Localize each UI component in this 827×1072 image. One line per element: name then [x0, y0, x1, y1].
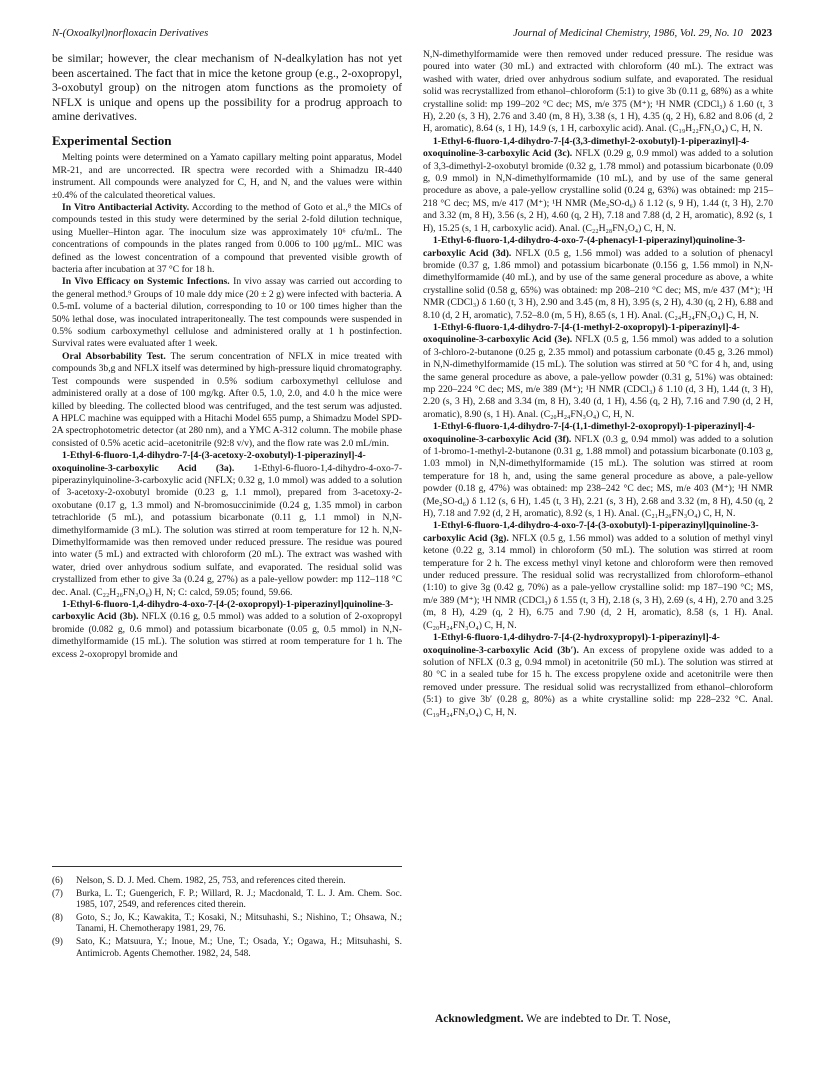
compound-3f-heading: 1-Ethyl-6-fluoro-1,4-dihydro-7-[4-(1,1-dimethyl-2-oxopropyl)-1-piperazinyl]-4-oxoquinoline-3-carboxylic Acid (3f).	[423, 421, 755, 445]
compound-3e-paragraph	[423, 322, 773, 421]
compound-3a-text: 1-Ethyl-6-fluoro-1,4-dihydro-4-oxo-7-piperazinylquinoline-3-carboxylic acid (NFLX; 0.32 g, 1.0 mmol) was added to a solution of 3-acetoxy-2-oxobutyl bromide (0.23 g, 1.1 mmol), prepared from 3-acetoxy-2-oxobutane (0.17 g, 1.3 mmol) and N-bromosuccinimide (0.24 g, 1.35 mmol) in carbon tetrachloride (5 mL), and potassium bicarbonate (0.11 g, 1.1 mmol) in N,N-dimethylformamide (3 mL). The solution was stirred at room temperature for 12 h. N,N-Dimethylformamide was then removed under reduced pressure. The residue was poured into water (5 mL) and extracted with chloroform (20 mL). The extract was washed with water, dried over anhydrous sodium sulfate, and evaporated. The residual solid was crystallized from ether to give 3a (0.24 g, 27%) as a pale-yellow powder: mp 112–118 °C dec. Anal. (C₂₂H₂₆FN₃O₆) H, N; C: calcd, 59.05; found, 59.66.	[52, 462, 403, 598]
compound-3a-paragraph	[52, 450, 402, 599]
acknowledgment-heading: Acknowledgment.	[435, 1013, 524, 1025]
compound-3e-heading: 1-Ethyl-6-fluoro-1,4-dihydro-7-[4-(1-methyl-2-oxopropyl)-1-piperazinyl]-4-oxoquinoline-3-carboxylic Acid (3e).	[423, 321, 740, 346]
compound-3f-paragraph	[423, 421, 773, 520]
invitro-heading: In Vitro Antibacterial Activity.	[62, 202, 190, 213]
reference-item	[52, 876, 402, 888]
running-header	[52, 28, 772, 42]
compound-3g-heading: 1-Ethyl-6-fluoro-1,4-dihydro-4-oxo-7-[4-(3-oxobutyl)-1-piperazinyl]quinoline-3-carboxylic Acid (3g).	[423, 520, 759, 544]
page-number: 2023	[750, 28, 772, 39]
reference-number: (6)	[52, 876, 63, 886]
reference-text: Nelson, S. D. J. Med. Chem. 1982, 25, 753, and references cited therein.	[76, 876, 346, 886]
compound-3f-text: NFLX (0.3 g, 0.94 mmol) was added to a solution of 1-bromo-1-methyl-2-butanone (0.31 g, 1.88 mmol) and potassium bicarbonate (0.103 g, 1.03 mmol) in N,N-dimethylformamide (15 mL). The solution was stirred at room temperature for 18 h, and, using the same general procedure as above, a pale-yellow powder (0.18 g, 47%) was obtained: mp 238–242 °C dec; MS, m/e 403 (M⁺); ¹H NMR (Me₂SO-d₆) δ 1.12 (s, 6 H), 1.45 (t, 3 H), 2.21 (s, 3 H), 2.68 and 3.32 (m, 8 H), 4.50 (q, 2 H), 7.18 and 7.92 (d, 2 H, aromatic), 8.92 (s, 1 H). Anal. (C₂₁H₂₆FN₃O₄) C, H, N.	[423, 433, 773, 520]
compound-3d-paragraph	[423, 235, 773, 322]
compound-3c-heading: 1-Ethyl-6-fluoro-1,4-dihydro-7-[4-(3,3-dimethyl-2-oxobutyl)-1-piperazinyl]-4-oxoquinoline-3-carboxylic Acid (3c).	[423, 135, 750, 160]
compound-3b-prime-paragraph	[423, 632, 773, 719]
reference-item	[52, 937, 402, 960]
compound-3a-heading: 1-Ethyl-6-fluoro-1,4-dihydro-7-[4-(3-acetoxy-2-oxobutyl)-1-piperazinyl]-4-oxoquinoline-3-carboxylic Acid (3a).	[52, 450, 366, 474]
journal-citation	[513, 28, 772, 39]
acknowledgment	[423, 1012, 773, 1026]
reference-number: (9)	[52, 936, 63, 947]
journal-name: Journal of Medicinal Chemistry, 1986, Vol. 29, No. 10	[512, 28, 743, 39]
reference-number: (7)	[52, 888, 63, 899]
section-heading: Experimental Section	[52, 132, 172, 148]
compound-3c-text: NFLX (0.29 g, 0.9 mmol) was added to a solution of 3,3-dimethyl-2-oxobutyl bromide (0.32 g, 1.78 mmol) and potassium bicarbonate (0.09 g, 0.9 mmol) in N,N-dimethylformamide (10 mL), and by use of the same general procedure as above, a pale-yellow crystalline solid (0.24 g, 63%) was obtained: mp 215–218 °C dec; MS, m/e 417 (M⁺); ¹H NMR (Me₂SO-d₆) δ 1.12 (s, 9 H), 1.44 (t, 3 H), 2.70 and 3.32 (m, 8 H), 3.56 (s, 2 H), 4.60 (q, 2 H), 7.18 and 7.88 (d, 2 H, aromatic), 8.92 (s, 1 H), 15.25 (s, 1 H, carboxylic acid). Anal. (C₂₂H₂₈FN₃O₄) C, H, N.	[423, 148, 773, 234]
reference-item	[52, 913, 402, 936]
general-methods-paragraph: Melting points were determined on a Yamato capillary melting point apparatus, Model MR-21, and are uncorrected. IR spectra were recorded with a Shimadzu IR-440 instrument. All compounds were analyzed for C, H, and N, and the values were within ±0.4% of the calculated theoretical values.	[52, 152, 402, 201]
reference-text: Goto, S.; Jo, K.; Kawakita, T.; Kosaki, N.; Mitsuhashi, S.; Nishino, T.; Ohsawa, N.; Tanami, H. Chemotherapy 1981, 29, 76.	[76, 912, 402, 935]
oral-heading: Oral Absorbability Test.	[62, 350, 166, 362]
compound-3b-continued: N,N-dimethylformamide were then removed under reduced pressure. The residue was poured into water (30 mL) and extracted with chloroform (40 mL). The extract was washed with water, dried over anhydrous sodium sulfate, and evaporated. The residual solid was recrystallized from ethanol–chloroform (5:1) to give 3b (0.11 g, 68%) as a white crystalline solid: mp 199–202 °C dec; MS, m/e 375 (M⁺); ¹H NMR (CDCl₃) δ 1.60 (t, 3 H), 2.20 (s, 3 H), 2.76 and 3.40 (m, 8 H), 3.38 (s, 1 H), 4.35 (q, 2 H), 6.82 and 8.06 (d, 2 H, aromatic), 8.64 (s, 1 H), 14.9 (s, 1 H, carboxylic acid). Anal. (C₁₉H₂₂FN₃O₄) C, H, N.	[423, 49, 773, 135]
right-column	[423, 49, 773, 719]
running-title: N-(Oxoalkyl)norfloxacin Derivatives	[52, 28, 209, 39]
compound-3c-paragraph	[423, 136, 773, 235]
invivo-paragraph	[52, 276, 402, 350]
invitro-text: According to the method of Goto et al.,⁸ the MICs of compounds tested in this study were determined by the serial 2-fold dilution technique, using Mueller–Hinton agar. The inoculum size was approximately 10⁶ cfu/mL. The concentrations of compounds in the plates ranged from 0.006 to 100 μg/mL. MIC was defined as the lowest concentration of a compound that prevented visible growth of bacteria after incubation at 37 °C for 18 h.	[52, 202, 402, 276]
compound-3b-prime-heading: 1-Ethyl-6-fluoro-1,4-dihydro-7-[4-(2-hydroxypropyl)-1-piperazinyl]-4-oxoquinoline-3-carboxylic Acid (3b′).	[423, 632, 720, 656]
compound-3b-text: NFLX (0.16 g, 0.5 mmol) was added to a solution of 2-oxopropyl bromide (0.082 g, 0.6 mmol) and potassium bicarbonate (0.05 g, 0.5 mmol) in N,N-dimethylformamide (15 mL). The solution was stirred at room temperature for 1 h. The excess 2-oxopropyl bromide and	[52, 611, 402, 660]
compound-3g-paragraph	[423, 520, 773, 632]
reference-text: Burka, L. T.; Guengerich, F. P.; Willard, R. J.; Macdonald, T. L. J. Am. Chem. Soc. 1985, 107, 2549, and references cited therein.	[76, 888, 402, 911]
compound-3d-heading: 1-Ethyl-6-fluoro-1,4-dihydro-4-oxo-7-(4-phenacyl-1-piperazinyl)quinoline-3-carboxylic Acid (3d).	[423, 235, 746, 259]
intro-paragraph: be similar; however, the clear mechanism of N-dealkylation has not yet been ascertained. The fact that in mice the ketone group (e.g., 2-oxopropyl, 3-oxobutyl group) on the nitrogen atom functions as the promoiety of NFLX is unique and opens up the possibility for a prodrug approach to amine derivatives.	[52, 52, 402, 124]
invivo-text: In vivo assay was carried out according to the general method.⁹ Groups of 10 male ddy mice (20 ± 2 g) were infected with bacteria. A 0.5-mL volume of a bacterial dilution, corresponding to 10 or 100 times higher than the 50% lethal dose, was inoculated intraperitoneally. The test compounds were suspended in 0.5% sodium carboxymethyl cellulose and administered orally at 1 h postinfection. Survival rates were evaluated after 1 week.	[52, 276, 403, 350]
compound-3d-text: NFLX (0.5 g, 1.56 mmol) was added to a solution of phenacyl bromide (0.37 g, 1.86 mmol) and potassium bicarbonate (0.156 g, 1.56 mmol) in N,N-dimethylformamide (40 mL), and by use of the same general procedure as above, a white crystalline solid (0.58 g, 65%) was obtained: mp 208–210 °C dec; MS, m/e 437 (M⁺); ¹H NMR (CDCl₃) δ 1.60 (t, 3 H), 2.90 and 3.45 (m, 8 H), 3.95 (s, 2 H), 4.30 (q, 2 H), 6.88 and 8.10 (d, 2 H, aromatic), 7.52–8.0 (m, 5 H), 8.65 (s, 1 H). Anal. (C₂₄H₂₄FN₃O₄) C, H, N.	[423, 247, 774, 321]
oral-text: The serum concentration of NFLX in mice treated with compounds 3b,g and NFLX itself was determined by high-pressure liquid chromatography. Test compounds were suspended in 0.5% sodium carboxymethyl cellulose and administered orally at a dose of 100 mg/kg. After 0.5, 1.0, 2.0, and 4.0 h the mice were killed by bleeding. The collected blood was centrifuged, and the test serum was adjusted. A HPLC machine was equipped with a Hitachi Model 655 pump, a Shimadzu Model SPD-2A spectrophotometric detector (at 280 nm), and a YMC A-312 column. The mobile phase consisted of 0.5% acetic acid–acetonitrile (92:8 v/v), and the flow rate was 2.0 mL/min.	[52, 350, 403, 449]
left-column	[52, 52, 402, 661]
invitro-paragraph	[52, 202, 402, 276]
compound-3g-text: NFLX (0.5 g, 1.56 mmol) was added to a solution of methyl vinyl ketone (0.22 g, 3.14 mmol) in chloroform (50 mL). The solution was stirred at room temperature for 2 h. The excess methyl vinyl ketone and chloroform were then removed under reduced pressure. The residual solid was recrystallized from chloroform–ethanol (1:10) to give 3g (0.42 g, 70%) as a pale-yellow crystalline solid: mp 187–190 °C; MS, m/e 389 (M⁺); ¹H NMR (CDCl₃) δ 1.55 (t, 3 H), 2.18 (s, 3 H), 2.69 (s, 4 H), 2.70 and 3.25 (m, 8 H), 4.29 (q, 2 H), 6.75 and 7.90 (d, 2 H, aromatic), 8.58 (s, 1 H). Anal. (C₂₀H₂₄FN₃O₄) C, H, N.	[423, 532, 773, 631]
compound-3b-prime-text: An excess of propylene oxide was added to a solution of NFLX (0.3 g, 0.94 mmol) in acetonitrile (50 mL). The solution was stirred at 80 °C in a sealed tube for 15 h. The excess propylene oxide and acetonitrile were then removed under pressure. The residual solid was recrystallized from ethanol–chloroform (5:1) to give 3b′ (0.28 g, 80%) as a white crystalline solid: mp 228–232 °C. Anal. (C₁₉H₂₄FN₃O₄) C, H, N.	[423, 644, 773, 718]
references	[52, 866, 402, 961]
compound-3b-heading: 1-Ethyl-6-fluoro-1,4-dihydro-4-oxo-7-[4-(2-oxopropyl)-1-piperazinyl]quinoline-3-carboxylic Acid (3b).	[52, 599, 394, 623]
compound-3b-paragraph	[52, 599, 402, 661]
reference-text: Sato, K.; Matsuura, Y.; Inoue, M.; Une, T.; Osada, Y.; Ogawa, H.; Mitsuhashi, S. Antimicrob. Agents Chemother. 1982, 24, 548.	[76, 936, 402, 959]
reference-item	[52, 889, 402, 912]
compound-3e-text: NFLX (0.5 g, 1.56 mmol) was added to a solution of 3-chloro-2-butanone (0.25 g, 2.35 mmol) and potassium carbonate (0.45 g, 3.26 mmol) in N,N-dimethylformamide (15 mL). The solution was stirred at 50 °C for 4 h, and, using the same general procedure as above, a pale-yellow powder (0.31 g, 51%) was obtained: mp 220–224 °C dec; MS, m/e 389 (M⁺); ¹H NMR (CDCl₃) δ 1.10 (d, 3 H), 1.44 (t, 3 H), 2.20 (s, 3 H), 2.68 and 3.34 (m, 8 H), 3.40 (d, 1 H), 4.56 (q, 2 H), 7.16 and 7.90 (d, 2 H, aromatic), 8.90 (s, 1 H). Anal. (C₂₀H₂₄FN₃O₄) C, H, N.	[423, 334, 773, 420]
invivo-heading: In Vivo Efficacy on Systemic Infections.	[62, 276, 230, 288]
acknowledgment-text: We are indebted to Dr. T. Nose,	[526, 1013, 671, 1025]
reference-number: (8)	[52, 912, 63, 923]
oral-paragraph	[52, 351, 402, 450]
